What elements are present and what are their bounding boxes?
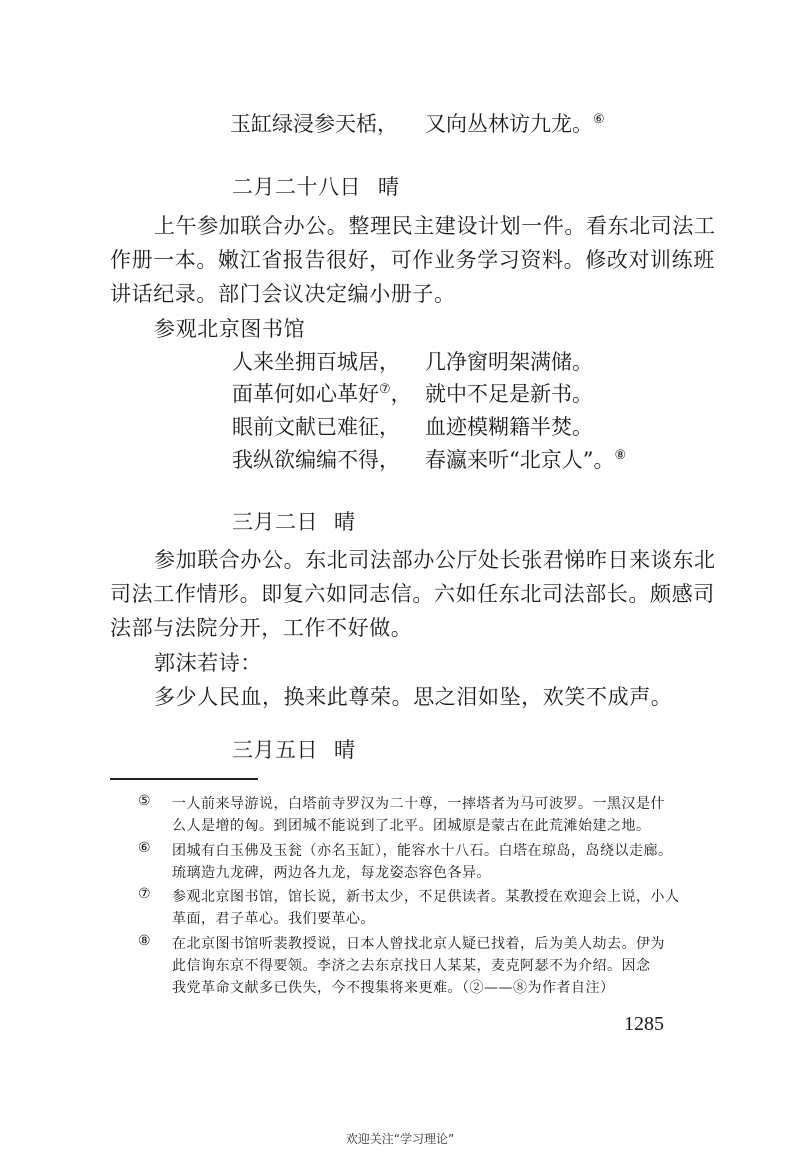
footnote-mark: ⑥ xyxy=(138,840,152,856)
entry-date-mar2: 三月二日 xyxy=(232,510,318,534)
footnote-line: 团城有白玉佛及玉瓮（亦名玉缸），能容水十八石。白塔在琼岛，岛绕以走廊。 xyxy=(172,843,673,859)
paragraph-line: 参加联合办公。东北司法部办公厅处长张君悌昨日来谈东北 xyxy=(154,548,716,572)
poem-line-left: 眼前文献已难征， xyxy=(232,415,400,439)
paragraph-line: 法部与法院分开，工作不好做。 xyxy=(110,616,413,640)
footnote-ref-7: ⑦ xyxy=(379,382,391,397)
poem-line-right: 几净窗明架满储。 xyxy=(425,350,593,374)
footnote-mark: ⑤ xyxy=(138,793,152,809)
footnote-line: 么人是增的匈。到团城不能说到了北平。团城原是蒙古在此荒滩始建之地。 xyxy=(172,818,651,834)
bottom-note: 欢迎关注“学习理论” xyxy=(345,1132,455,1146)
entry-weather-mar5: 晴 xyxy=(334,738,356,762)
footnote-mark: ⑧ xyxy=(138,933,152,949)
entry-date-feb28: 二月二十八日 xyxy=(232,175,361,199)
poem-line-right: 就中不足是新书。 xyxy=(425,382,593,406)
paragraph-line: 作册一本。嫩江省报告很好，可作业务学习资料。修改对训练班 xyxy=(110,248,715,272)
poem-line-left: 人来坐拥百城居， xyxy=(232,350,400,374)
poem-line-left: 我纵欲编编不得， xyxy=(232,448,400,472)
poem-line-right-text: 春瀛来听“北京人”。 xyxy=(425,448,615,472)
entry-date-mar5: 三月五日 xyxy=(232,738,318,762)
footnote-line: 琉璃造九龙碑，两边各九龙，每龙姿态容色各异。 xyxy=(172,865,491,881)
footnote-line: 一人前来导游说，白塔前寺罗汉为二十尊，一摔塔者为马可波罗。一黑汉是什 xyxy=(172,796,665,812)
footnote-line: 在北京图书馆听裴教授说，日本人曾找北京人疑已找着，后为美人劫去。伊为 xyxy=(172,936,665,952)
footnote-line: 参观北京图书馆，馆长说，新书太少，不足供读者。某教授在欢迎会上说，小人 xyxy=(172,889,680,905)
poem-line-left-text: 面革何如心革好 xyxy=(232,382,379,406)
poem-title: 郭沫若诗： xyxy=(154,651,262,675)
paragraph-line: 上午参加联合办公。整理民主建设计划一件。看东北司法工 xyxy=(154,214,716,238)
paragraph-line: 司法工作情形。即复六如同志信。六如任东北司法部长。颇感司 xyxy=(110,582,715,606)
footnote-line: 革面，君子革心。我们要革心。 xyxy=(172,911,375,927)
top-poem-right xyxy=(425,108,605,138)
poem-title: 参观北京图书馆 xyxy=(154,317,306,341)
top-poem-left: 玉缸绿浸参天栝， xyxy=(230,112,398,136)
footnote-ref-6: ⑥ xyxy=(593,112,605,127)
footnote-ref-8: ⑧ xyxy=(614,448,627,463)
entry-weather-mar2: 晴 xyxy=(334,510,356,534)
poem-line-right: 血迹模糊籍半焚。 xyxy=(425,415,593,439)
footnote-line: 此信询东京不得要领。李济之去东京找日人某某，麦克阿瑟不为介绍。因念 xyxy=(172,958,651,974)
top-poem-right-text: 又向丛林访九龙。 xyxy=(425,112,593,136)
poem-line-right xyxy=(425,444,626,474)
poem-line-left: 面革何如心革好⑦， xyxy=(232,382,412,406)
quoted-poem-line: 多少人民血，换来此尊荣。思之泪如坠，欢笑不成声。 xyxy=(154,685,673,709)
page-number: 1285 xyxy=(624,1013,664,1035)
footnote-line: 我党革命文献多已佚失，今不搜集将来更难。（②——⑧为作者自注） xyxy=(172,980,615,996)
footnote-divider xyxy=(110,778,258,780)
footnote-mark: ⑦ xyxy=(138,886,152,902)
paragraph-line: 讲话纪录。部门会议决定编小册子。 xyxy=(110,282,456,306)
entry-weather-feb28: 晴 xyxy=(378,175,400,199)
